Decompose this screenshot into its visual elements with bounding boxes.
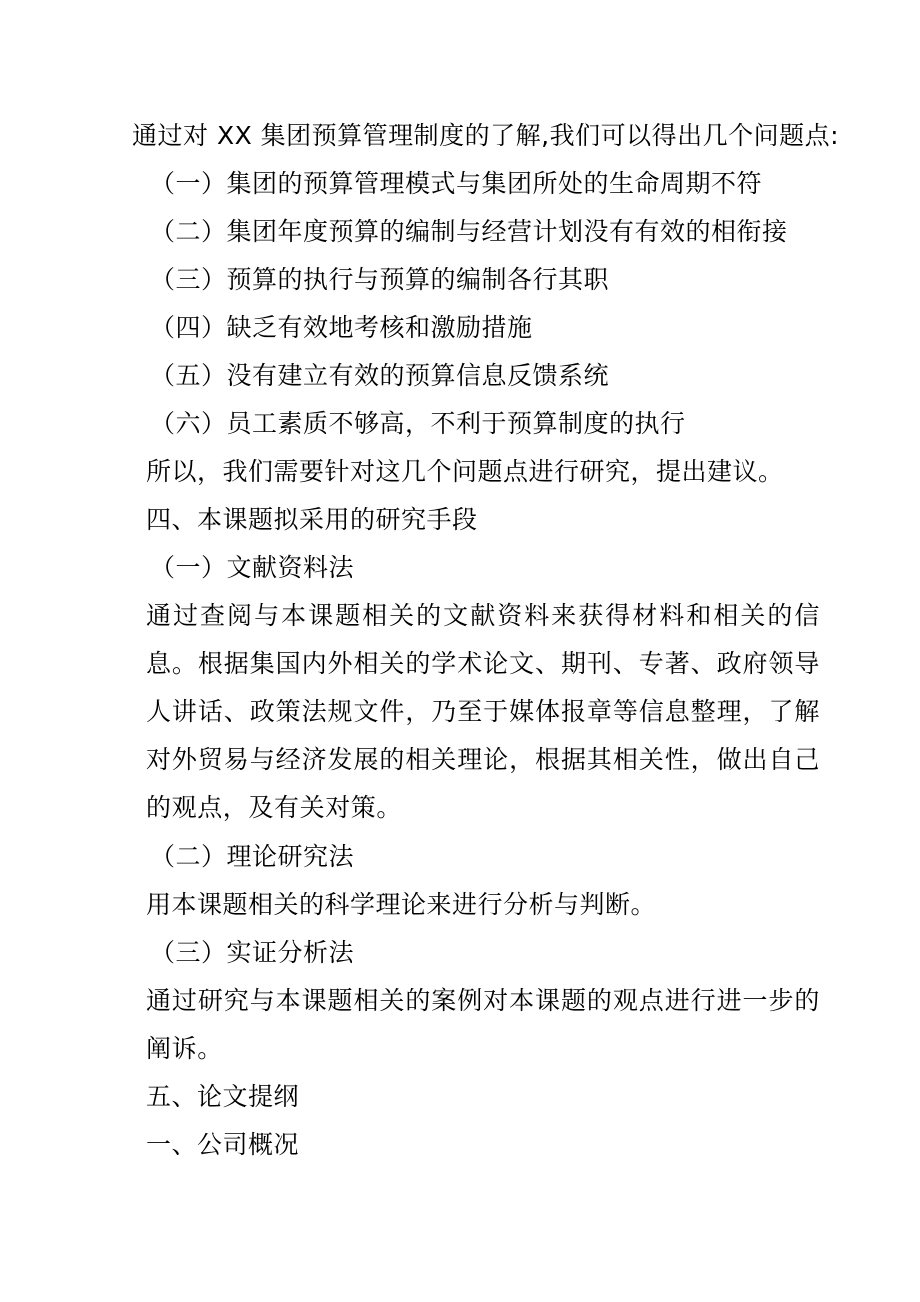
problem-item-4: （四）缺乏有效地考核和激励措施 xyxy=(150,313,533,342)
method-2-heading: （二）理论研究法 xyxy=(150,842,355,871)
intro-paragraph: 通过对 XX 集团预算管理制度的了解,我们可以得出几个问题点: xyxy=(132,121,840,150)
conclusion-paragraph: 所以，我们需要针对这几个问题点进行研究，提出建议。 xyxy=(146,457,784,486)
problem-item-3: （三）预算的执行与预算的编制各行其职 xyxy=(150,265,610,294)
method-3-heading: （三）实证分析法 xyxy=(150,938,355,967)
method-1-body xyxy=(110,592,820,832)
outline-item-1: 一、公司概况 xyxy=(146,1130,300,1159)
problem-item-5: （五）没有建立有效的预算信息反馈系统 xyxy=(150,361,610,390)
method-1-heading: （一）文献资料法 xyxy=(150,553,355,582)
problem-item-2: （二）集团年度预算的编制与经营计划没有有效的相衔接 xyxy=(150,217,788,246)
section-4-heading: 四、本课题拟采用的研究手段 xyxy=(146,505,478,534)
section-5-heading: 五、论文提纲 xyxy=(146,1082,300,1111)
method-3-body xyxy=(110,977,820,1073)
method-2-body: 用本课题相关的科学理论来进行分析与判断。 xyxy=(146,890,657,919)
method-1-text: 通过查阅与本课题相关的文献资料来获得材料和相关的信息。根据集国内外相关的学术论文、期刊、专著、政府领导人讲话、政策法规文件，乃至于媒体报章等信息整理，了解对外贸易与经济发展的相关理论，根据其相关性，做出自己的观点，及有关对策。 xyxy=(146,601,820,822)
problem-item-1: （一）集团的预算管理模式与集团所处的生命周期不符 xyxy=(150,169,763,198)
problem-item-6: （六）员工素质不够高，不利于预算制度的执行 xyxy=(150,409,686,438)
method-3-text: 通过研究与本课题相关的案例对本课题的观点进行进一步的阐诉。 xyxy=(146,986,820,1063)
